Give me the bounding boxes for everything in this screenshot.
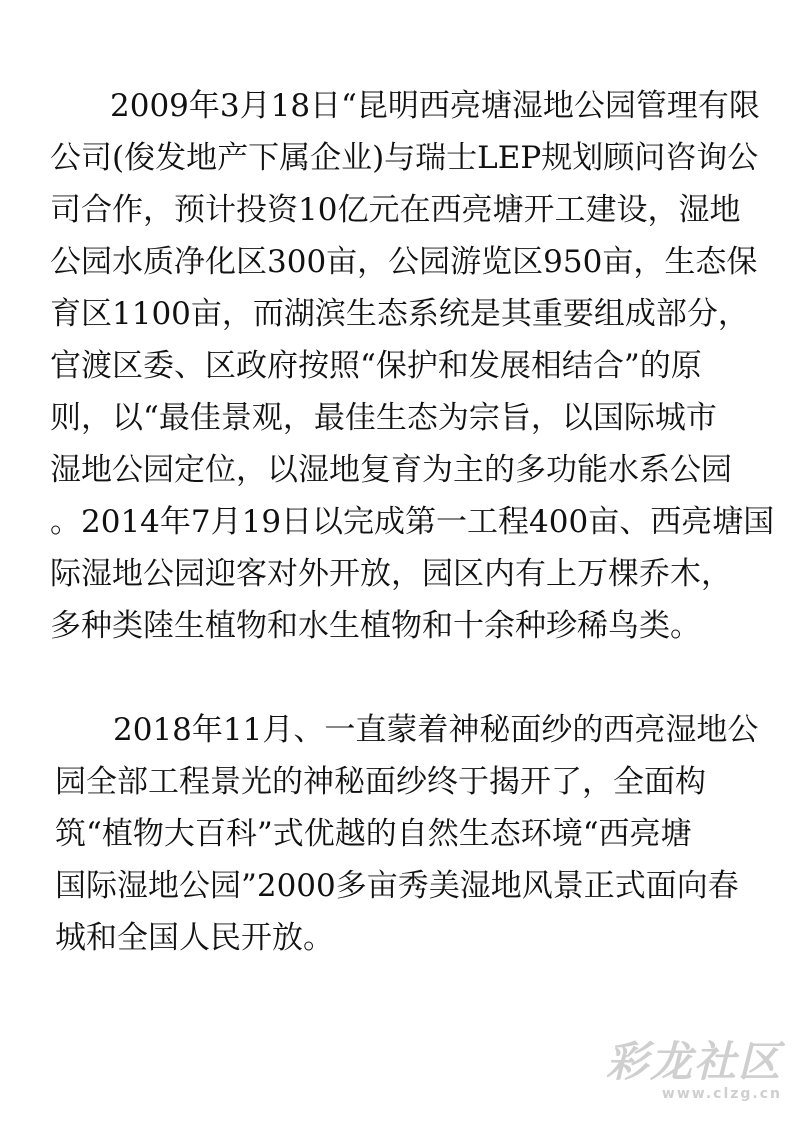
- paragraph-1-line: 公司(俊发地产下属企业)与瑞士LEP规划顾问咨询公: [50, 140, 759, 176]
- site-watermark: [602, 1039, 782, 1117]
- watermark-url: www.clzg.cn: [661, 1086, 782, 1102]
- paragraph-1-line: 司合作，预计投资10亿元在西亮塘开工建设，湿地: [50, 192, 741, 228]
- watermark-title: 彩龙社区: [605, 1037, 782, 1086]
- paragraph-1-line: 多种类陸生植物和水生植物和十余种珍稀鸟类。: [50, 608, 701, 644]
- paragraph-2-line: 园全部工程景光的神秘面纱终于揭开了，全面构: [55, 764, 706, 800]
- paragraph-1-line: 则，以“最佳景观，最佳生态为宗旨，以国际城市: [50, 400, 717, 436]
- paragraph-1-line: 际湿地公园迎客对外开放，园区内有上万棵乔木，: [50, 556, 732, 592]
- paragraph-1-line: 公园水质净化区300亩，公园游览区950亩，生态保: [50, 244, 758, 280]
- paragraph-2-line: 2018年11月、一直蒙着神秘面纱的西亮湿地公: [113, 712, 759, 748]
- paragraph-1-line: 。2014年7月19日以完成第一工程400亩、西亮塘国: [50, 504, 775, 540]
- paragraph-2-line: 城和全国人民开放。: [55, 920, 334, 956]
- paragraph-2-line: 筑“植物大百科”式优越的自然生态环境“西亮塘: [55, 816, 692, 852]
- paragraph-1-line: 2009年3月18日“昆明西亮塘湿地公园管理有限: [110, 88, 760, 124]
- paragraph-1-line: 官渡区委、区政府按照“保护和发展相结合”的原: [50, 348, 702, 384]
- paragraph-1-line: 湿地公园定位，以湿地复育为主的多功能水系公园: [50, 452, 732, 488]
- paragraph-1-line: 育区1100亩，而湖滨生态系统是其重要组成部分，: [50, 296, 749, 332]
- paragraph-2-line: 国际湿地公园”2000多亩秀美湿地风景正式面向春: [55, 868, 739, 904]
